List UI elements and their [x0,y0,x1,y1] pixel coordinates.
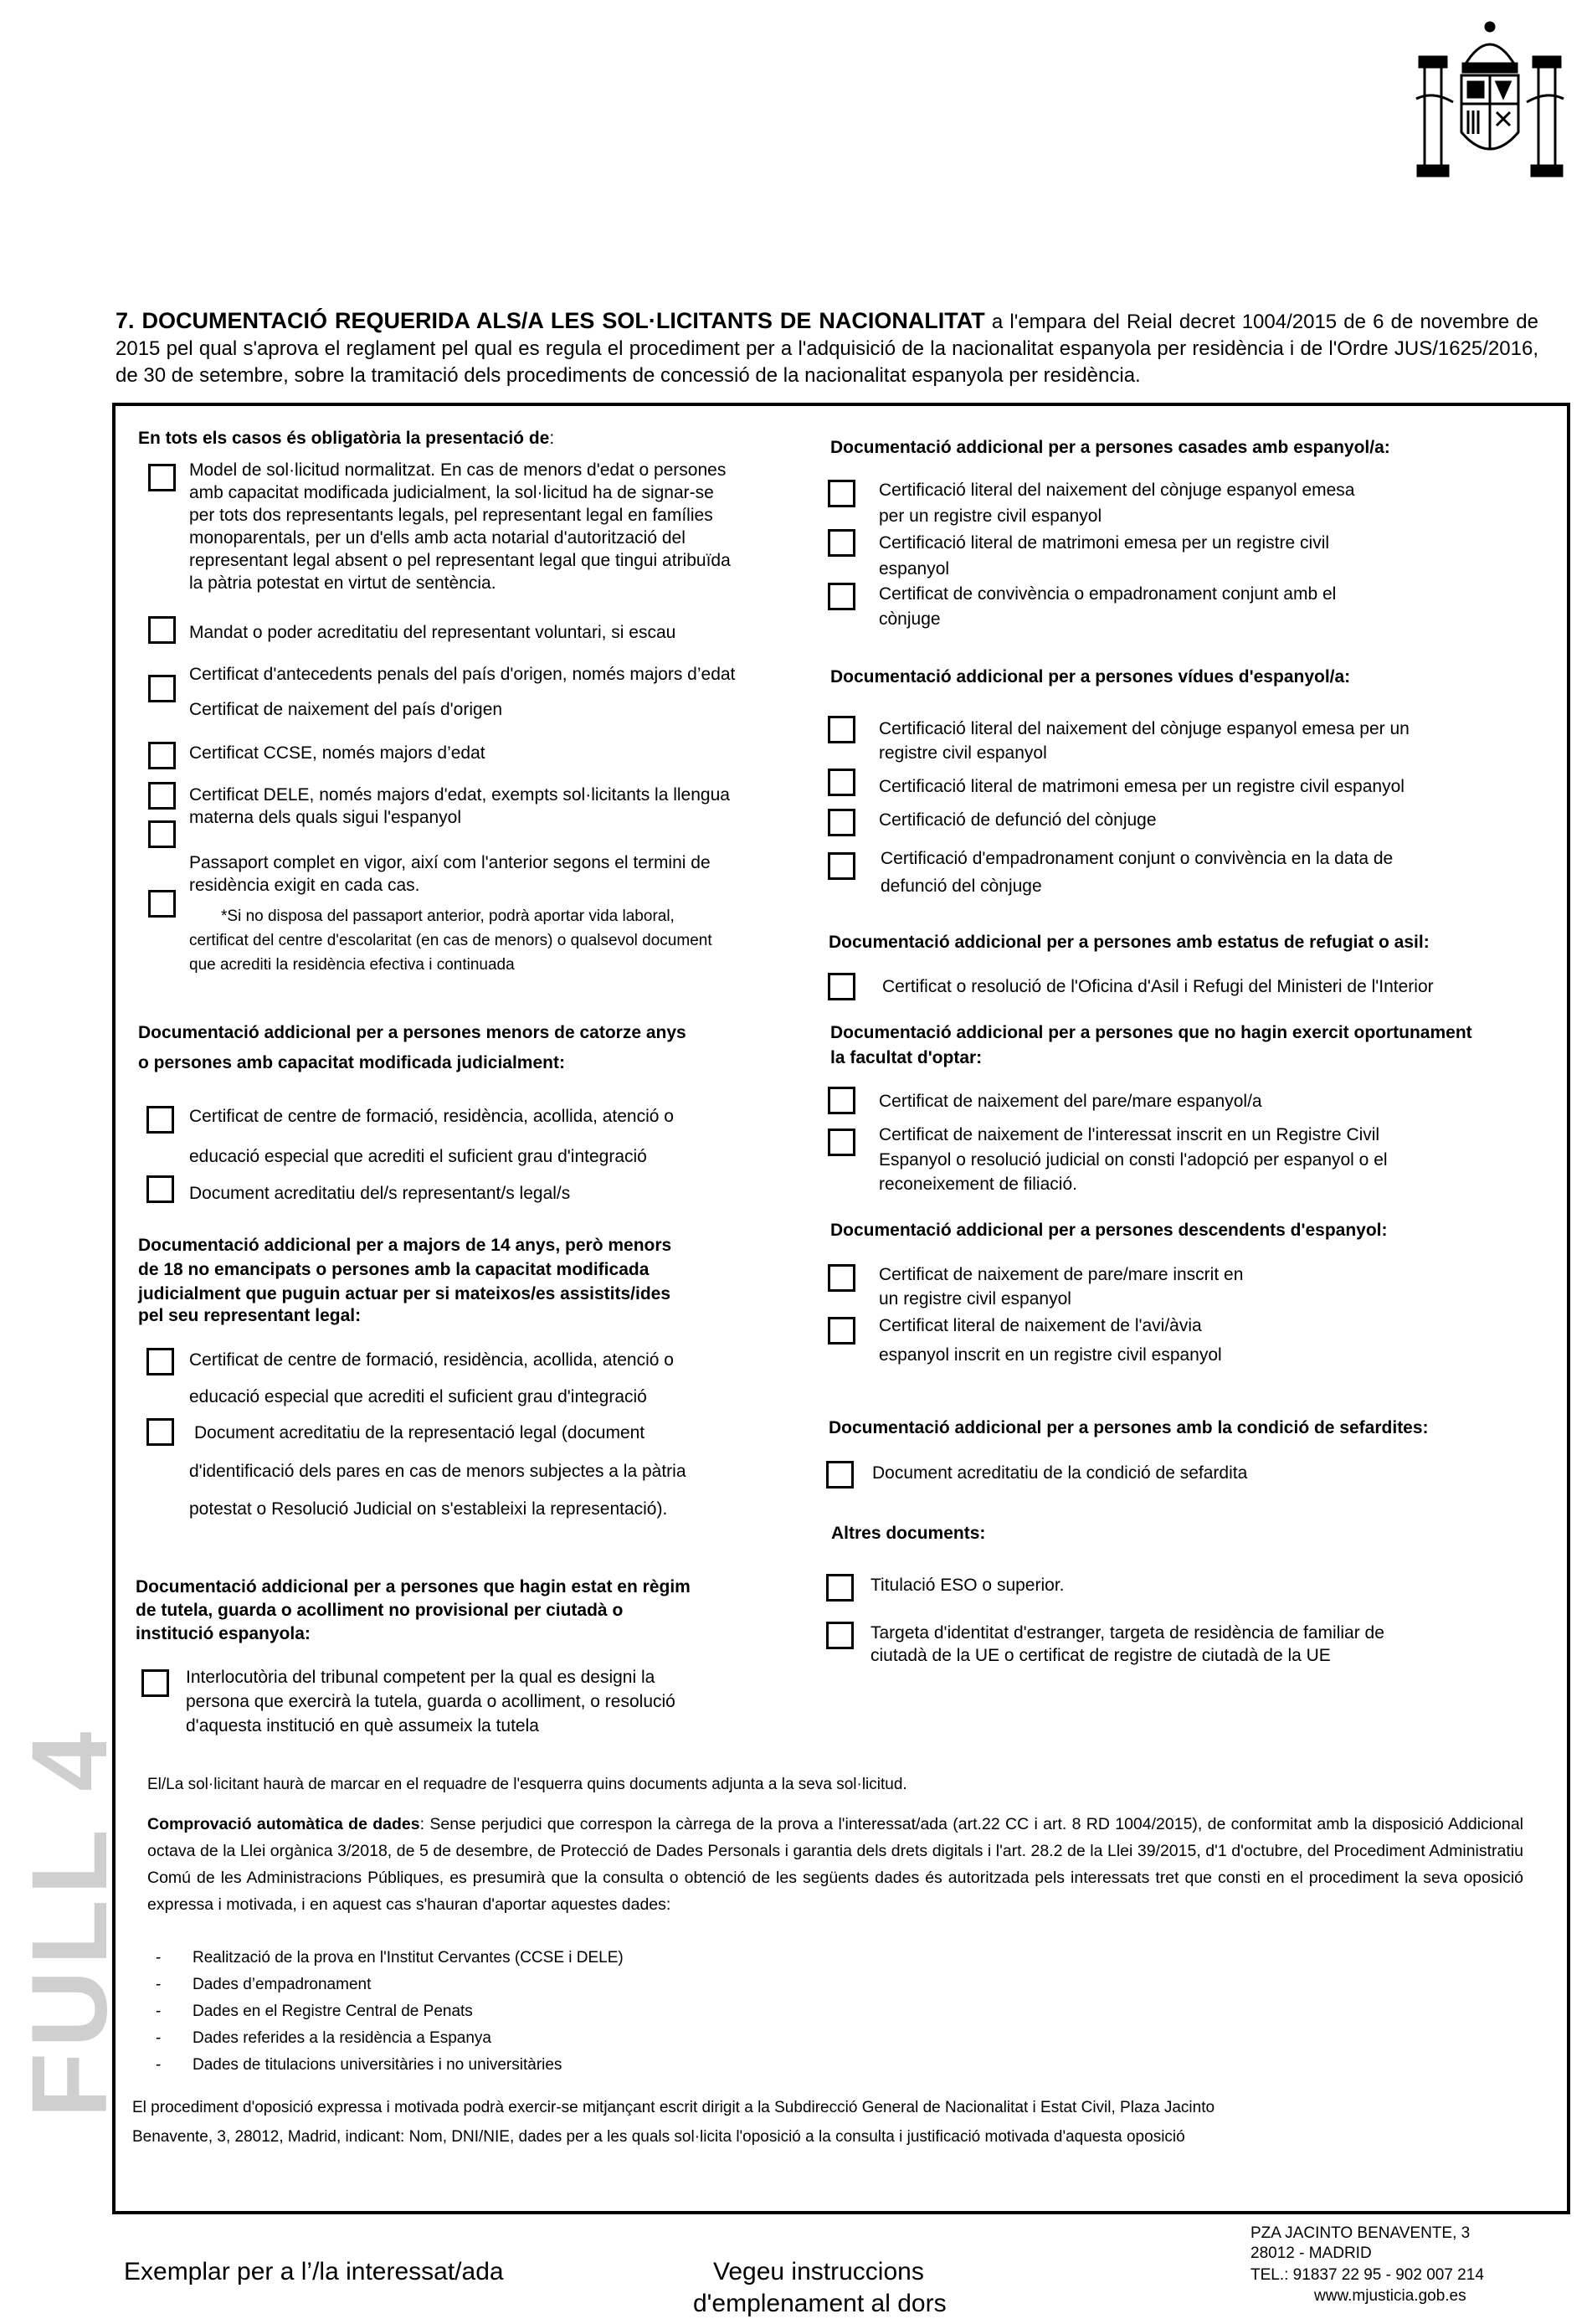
checkbox-altres-targeta[interactable] [826,1622,854,1649]
coat-of-arms-emblem [1413,15,1567,183]
note-line2: certificat del centre d'escolaritat (en cas de menors) o qualsevol document [189,932,712,949]
vidues-i3: Certificació de defunció del cònjuge [879,810,1157,830]
casades-i2-line1: Certificació literal de matrimoni emesa per un registre civil [879,533,1330,553]
checkbox-vidues-naixement[interactable] [828,716,855,743]
casades-i3-line2: cònjuge [879,609,941,629]
casades-heading: Documentació addicional per a persones casades amb espanyol/a: [830,438,1390,457]
checkbox-optar-interessat[interactable] [828,1129,855,1156]
text-line: monoparentals, per un d'ells amb acta notarial d'autorització del [189,528,686,548]
checkbox-optar-pare-mare[interactable] [828,1087,855,1114]
minors14-heading-line1: Documentació addicional per a persones menors de catorze anys [138,1023,686,1042]
opposition-line1: El procediment d'oposició expressa i motivada podrà exercir-se mitjançant escrit dirigit a la Subdirecció General de Nacionalitat i Estat Civil, Plaza Jacinto [132,2099,1215,2116]
checkbox-mandat[interactable] [148,616,176,644]
automatic-check-label: Comprovació automàtica de dades [147,1815,420,1833]
minors14-item1-line1: Certificat de centre de formació, residència, acollida, atenció o [189,1107,674,1126]
vidues-i1-line2: registre civil espanyol [879,743,1047,763]
checkbox-vidues-empadronament[interactable] [828,852,855,880]
altres-i2-line2: ciutadà de la UE o certificat de registre de ciutadà de la UE [870,1646,1331,1665]
footer-instructions-line2: d'emplenament al dors [693,2290,947,2317]
checkbox-minors14-representant[interactable] [146,1175,174,1203]
opposition-line2: Benavente, 3, 28012, Madrid, indicant: Nom, DNI/NIE, dades per a les quals sol·licita l'oposició a la consulta i justificació motivada d'aquesta oposició [132,2128,1185,2146]
tutela-heading-line1: Documentació addicional per a persones que hagin estat en règim [136,1577,691,1596]
descendents-i2-line2: espanyol inscrit en un registre civil espanyol [879,1345,1222,1365]
dele-text-line2: materna dels quals sigui l'espanyol [189,808,462,827]
majors14-item2-line2: d'identificació dels pares en cas de menors subjectes a la pàtria [189,1462,686,1481]
sefardites-i1: Document acreditatiu de la condició de sefardita [872,1463,1248,1483]
descendents-i1-line2: un registre civil espanyol [879,1289,1071,1309]
checkbox-antecedents[interactable] [148,675,176,702]
checkbox-majors14-centre[interactable] [146,1348,174,1375]
optar-i1: Certificat de naixement del pare/mare espanyol/a [879,1092,1262,1111]
refugiat-i1: Certificat o resolució de l'Oficina d'Asil i Refugi del Ministeri de l'Interior [882,977,1434,996]
altres-i1: Titulació ESO o superior. [870,1576,1065,1595]
checkbox-model-sollicitud[interactable] [148,464,176,491]
tutela-item-line1: Interlocutòria del tribunal competent per la qual es designi la [186,1668,655,1687]
tutela-item-line2: persona que exercirà la tutela, guarda o acolliment, o resolució [186,1692,675,1711]
descendents-heading: Documentació addicional per a persones descendents d'espanyol: [830,1221,1388,1240]
naixement-origen-text: Certificat de naixement del país d'origen [189,700,503,719]
minors14-heading-line2: o persones amb capacitat modificada judicialment: [138,1053,565,1072]
vidues-i2: Certificació literal de matrimoni emesa per un registre civil espanyol [879,777,1405,796]
majors14-heading-line2: de 18 no emancipats o persones amb la capacitat modificada [138,1260,650,1279]
optar-i2-line2: Espanyol o resolució judicial on consti l'adopció per espanyol o el [879,1150,1388,1170]
side-page-label: FULL 4 [10,1726,130,2118]
checkbox-minors14-centre[interactable] [146,1106,174,1134]
checkbox-passaport-note[interactable] [148,890,176,918]
ccse-text: Certificat CCSE, només majors d’edat [189,743,485,763]
footer-address-line3: TEL.: 91837 22 95 - 902 007 214 [1250,2266,1484,2284]
altres-i2-line1: Targeta d'identitat d'estranger, targeta de residència de familiar de [870,1623,1384,1643]
intro-text: a l'empara del Reial decret 1004/2015 de 6 de novembre de 2015 pel qual s'aprova el reglament pel qual es regula el procediment per a l'adquisició de la nacionalitat espanyola per residència i de l'Ordre JUS/1625/2016, de 30 de setembre, sobre la tramitació dels procediments de concessió de la nacionalitat espanyola per residència. [116,311,1539,387]
vidues-i4-line1: Certificació d'empadronament conjunt o convivència en la data de [881,849,1394,868]
automatic-check-paragraph [147,1811,1523,1918]
checkbox-casades-matrimoni[interactable] [828,529,855,557]
checkbox-sefardites[interactable] [826,1461,854,1488]
tutela-item-line3: d'aquesta institució en què assumeix la tutela [186,1716,539,1735]
vidues-heading: Documentació addicional per a persones vídues d'espanyol/a: [830,667,1351,686]
altres-heading: Altres documents: [831,1524,986,1543]
checkbox-vidues-defuncio[interactable] [828,809,855,836]
footer-website[interactable]: www.mjusticia.gob.es [1314,2287,1466,2305]
majors14-item2-line3: potestat o Resolució Judicial on s'estableixi la representació). [189,1499,668,1519]
majors14-item1-line1: Certificat de centre de formació, residència, acollida, atenció o [189,1350,674,1370]
casades-i3-line1: Certificat de convivència o empadronament conjunt amb el [879,584,1337,604]
tutela-heading-line2: de tutela, guarda o acolliment no provisional per ciutadà o [136,1601,624,1620]
passaport-text-line1: Passaport complet en vigor, així com l'anterior segons el termini de [189,853,711,872]
casades-i1-line2: per un registre civil espanyol [879,506,1102,526]
model-sollicitud-text [189,459,809,594]
checkbox-passaport[interactable] [148,820,176,848]
checkbox-casades-naixement[interactable] [828,480,855,507]
refugiat-heading: Documentació addicional per a persones amb estatus de refugiat o asil: [829,933,1430,952]
optar-i2-line1: Certificat de naixement de l'interessat inscrit en un Registre Civil [879,1125,1380,1144]
majors14-item2-line1: Document acreditatiu de la representació legal (document [194,1423,645,1442]
automatic-check-text: : Sense perjudici que correspon la càrrega de la prova a l'interessat/ada (art.22 CC i art. 8 RD 1004/2015), de conformitat amb la disposició Addicional octava de la Llei orgànica 3/2018, de 5 de desembre, de Protecció de Dades Personals i garantia dels drets digitals i l'art. 28.2 de la Llei 39/2015, d'1 d'octubre, del Procediment Administratiu Comú de les Administracions Públiques, es presumirà que la consulta o obtenció de les següents dades és autoritzada pels interessats tret que consti en el procediment la seva oposició expressa i motivada, i en aquest cas s'hauran d'aportar aquestes dades: [147,1815,1523,1914]
minors14-item2: Document acreditatiu del/s representant/s legal/s [189,1184,571,1203]
majors14-item1-line2: educació especial que acrediti el suficient grau d'integració [189,1387,647,1406]
passaport-text-line2: residència exigit en cada cas. [189,876,420,895]
checkbox-majors14-representacio[interactable] [146,1418,174,1446]
checkbox-dele[interactable] [148,782,176,810]
descendents-i2-line1: Certificat literal de naixement de l'avi/àvia [879,1316,1202,1335]
checkbox-tutela[interactable] [141,1669,169,1697]
casades-i1-line1: Certificació literal del naixement del cònjuge espanyol emesa [879,481,1355,500]
sefardites-heading: Documentació addicional per a persones amb la condició de sefardites: [829,1418,1429,1437]
footer-instructions-line1: Vegeu instruccions [713,2258,924,2285]
optar-heading-line2: la facultat d'optar: [830,1048,983,1067]
antecedents-text: Certificat d'antecedents penals del país d'origen, només majors d’edat [189,665,736,684]
majors14-heading-line4: pel seu representant legal: [138,1306,362,1325]
checkbox-descendents-pare-mare[interactable] [828,1264,855,1292]
checkbox-descendents-avi[interactable] [828,1317,855,1345]
majors14-heading-line1: Documentació addicional per a majors de 14 anys, però menors [138,1236,672,1255]
checkbox-vidues-matrimoni[interactable] [828,769,855,796]
text-line: amb capacitat modificada judicialment, la sol·licitud ha de signar-se [189,483,714,502]
footer-address-line1: PZA JACINTO BENAVENTE, 3 [1250,2224,1471,2242]
footer-address-line2: 28012 - MADRID [1250,2244,1372,2262]
dele-text-line1: Certificat DELE, només majors d'edat, exempts sol·licitants la llengua [189,785,730,805]
intro-lead: 7. DOCUMENTACIÓ REQUERIDA ALS/A LES SOL·LICITANTS DE NACIONALITAT [116,308,985,333]
vidues-i4-line2: defunció del cònjuge [881,877,1042,896]
mandat-text: Mandat o poder acreditatiu del representant voluntari, si escau [189,623,676,642]
text-line: per tots dos representants legals, pel representant legal en famílies [189,506,713,525]
checkbox-altres-eso[interactable] [826,1574,854,1602]
footer-copy-label: Exemplar per a l’/la interessat/ada [124,2258,504,2285]
minors14-item1-line2: educació especial que acrediti el suficient grau d'integració [189,1147,647,1166]
vidues-i1-line1: Certificació literal del naixement del cònjuge espanyol emesa per un [879,719,1410,738]
majors14-heading-line3: judicialment que puguin actuar per si mateixos/es assistits/ides [138,1284,671,1303]
descendents-i1-line1: Certificat de naixement de pare/mare inscrit en [879,1265,1244,1284]
checkbox-refugiat[interactable] [828,973,855,1000]
optar-heading-line1: Documentació addicional per a persones que no hagin exercit oportunament [830,1023,1472,1042]
tutela-heading-line3: institució espanyola: [136,1624,311,1643]
text-line: Model de sol·licitud normalitzat. En cas de menors d'edat o persones [189,460,727,480]
text-line: representant legal absent o pel representant legal que tingui atribuïda [189,551,731,570]
casades-i2-line2: espanyol [879,559,950,578]
note-line3: que acrediti la residència efectiva i continuada [189,956,515,974]
intro-paragraph [116,307,1538,389]
checkbox-ccse[interactable] [148,742,176,769]
all-cases-heading: En tots els casos és obligatòria la presentació de: [138,429,555,448]
mark-note: El/La sol·licitant haurà de marcar en el requadre de l'esquerra quins documents adjunta a la seva sol·licitud. [147,1776,907,1793]
note-line1: *Si no disposa del passaport anterior, podrà aportar vida laboral, [221,907,675,925]
text-line: la pàtria potestat en virtut de sentència. [189,573,496,593]
optar-i2-line3: reconeixement de filiació. [879,1175,1077,1194]
checkbox-casades-convivencia[interactable] [828,583,855,610]
